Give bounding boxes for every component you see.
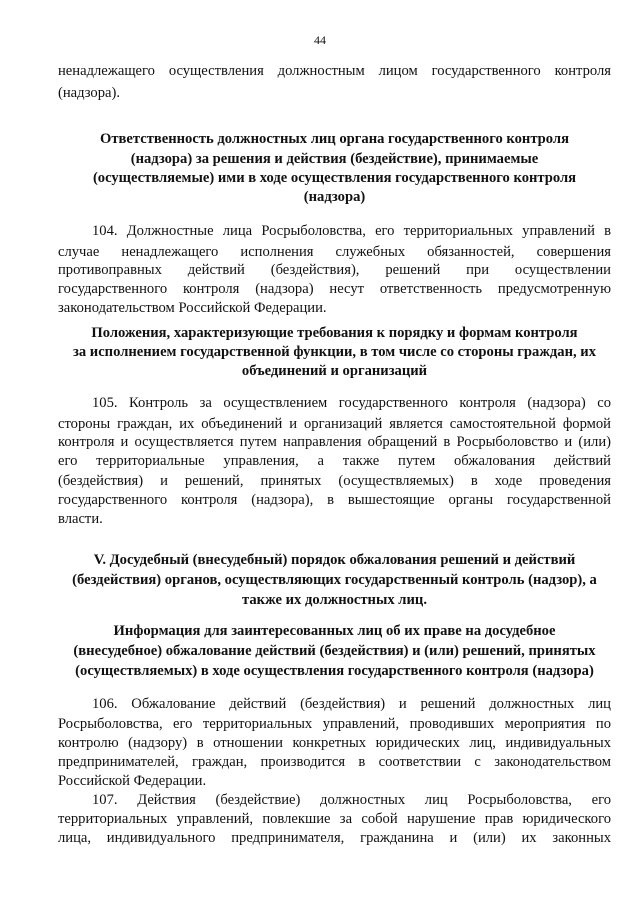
heading-line: (осуществляемые) ими в ходе осуществления государственного контроля [92,170,577,186]
paragraph-line: государственного контроля (надзора), в вышестоящие органы государственной [58,492,611,508]
paragraph-line: стороны граждан, их объединений и организаций является самостоятельной формой [58,416,611,432]
paragraph-line: 105. Контроль за осуществлением государственного контроля (надзора) со [92,395,611,411]
paragraph-line: 107. Действия (бездействие) должностных лиц Росрыболовства, его [92,792,611,808]
heading-line: Положения, характеризующие требования к порядку и формам контроля [91,325,578,341]
paragraph-line: 104. Должностные лица Росрыболовства, его территориальных управлений в [92,223,611,239]
paragraph-line: ненадлежащего осуществления должностным лицом государственного контроля [58,63,611,79]
paragraph-line: власти. [58,511,103,527]
heading-line: Ответственность должностных лиц органа государственного контроля [100,131,569,147]
heading-line: (бездействия) органов, осуществляющих государственный контроль (надзор), а [72,572,597,588]
paragraph-line: лица, индивидуального предпринимателя, гражданина и (или) их законных [58,830,611,846]
paragraph-line: противоправных действий (бездействия), решений при осуществлении [58,262,611,278]
paragraph-line: Росрыболовства, его территориальных управлений, проводивших мероприятия по [58,716,611,732]
paragraph-line: контролю (надзору) в отношении конкретных юридических лиц, индивидуальных [58,735,611,751]
paragraph-line: территориальных управлений, повлекшие за собой нарушение прав юридического [58,811,611,827]
paragraph-line: законодательством Российской Федерации. [58,300,327,316]
paragraph-line: Российской Федерации. [58,773,207,789]
heading-line: (надзора) [303,189,366,205]
paragraph-line: его территориальные управления, а также путем обжалования действий [58,453,611,469]
heading-line: также их должностных лиц. [242,592,427,608]
heading-line: V. Досудебный (внесудебный) порядок обжалования решений и действий [93,552,576,568]
page-number: 44 [314,33,326,47]
heading-line: (осуществляемых) в ходе осуществления государственного контроля (надзора) [75,663,594,679]
heading-line: (внесудебное) обжалование действий (бездействия) и (или) решений, принятых [73,643,596,659]
paragraph-line: государственного контроля (надзора) несут ответственность предусмотренную [58,281,611,297]
paragraph-line: (надзора). [58,85,121,101]
heading-line: Информация для заинтересованных лиц об их праве на досудебное [113,623,556,639]
heading-line: (надзора) за решения и действия (бездействие), принимаемые [130,151,539,167]
heading-line: объединений и организаций [241,363,428,379]
paragraph-line: случае ненадлежащего исполнения служебных обязанностей, совершения [58,244,611,260]
paragraph-line: (бездействия) и решений, принятых (осуществляемых) в ходе проведения [58,473,611,489]
heading-line: за исполнением государственной функции, в том числе со стороны граждан, их [72,344,597,360]
paragraph-line: предпринимателей, граждан, производится в соответствии с законодательством [58,754,611,770]
paragraph-line: контроля и осуществляется путем направления обращений в Росрыболовство и (или) [58,434,611,450]
paragraph-line: 106. Обжалование действий (бездействия) и решений должностных лиц [92,696,611,712]
